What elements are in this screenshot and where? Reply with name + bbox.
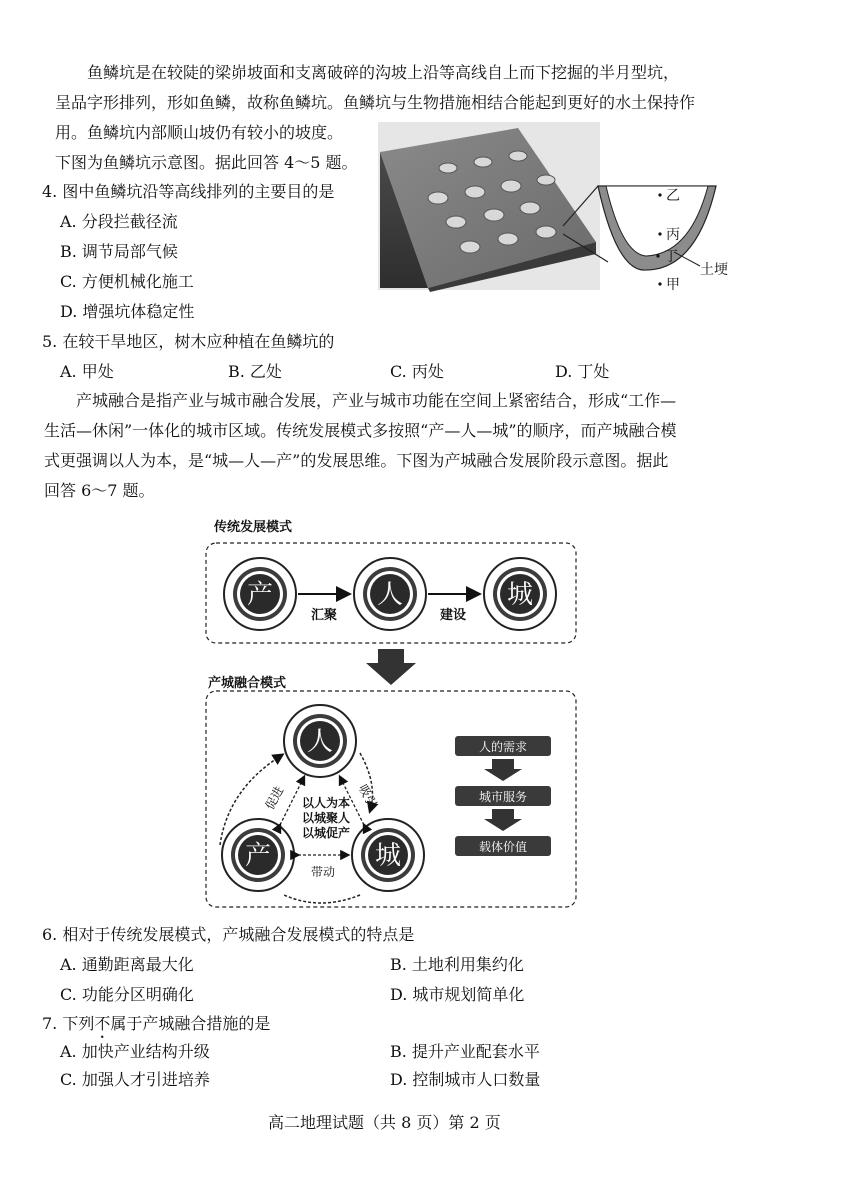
traditional-node-label: 产: [246, 580, 274, 610]
passage-1-line: 下图为鱼鳞坑示意图。据此回答 4～5 题。: [55, 153, 358, 172]
question-4-option-b: B. 调节局部气候: [60, 242, 178, 261]
transition-arrow: [366, 649, 416, 685]
question-6-stem: 6. 相对于传统发展模式，产城融合发展模式的特点是: [42, 925, 415, 944]
fusion-node-chan: [222, 819, 294, 891]
traditional-arrow-label: 汇聚: [310, 608, 338, 623]
fusion-node-cheng: [352, 819, 424, 891]
chain-step: 载体价值: [478, 840, 528, 854]
fusion-node-ren: [284, 705, 356, 777]
question-7-option-c: C. 加强人才引进培养: [60, 1070, 210, 1089]
label-tugeng: 土埂: [700, 262, 728, 278]
question-5-option-b: B. 乙处: [228, 362, 282, 381]
traditional-arrow-label: 建设: [439, 608, 467, 623]
fusion-edge-bottom: 带动: [310, 865, 336, 879]
passage-2-line: 回答 6～7 题。: [44, 481, 155, 500]
question-6-option-b: B. 土地利用集约化: [390, 955, 524, 974]
passage-2-line: 式更强调以人为本，是“城—人—产”的发展思维。下图为产城融合发展阶段示意图。据此: [44, 451, 669, 470]
label-jia: 甲: [666, 277, 680, 293]
passage-2: [44, 386, 677, 506]
question-5-stem: 5. 在较干旱地区，树木应种植在鱼鳞坑的: [42, 332, 335, 351]
question-7-stem-pre: 7. 下列: [42, 1014, 95, 1033]
traditional-node-chan: [224, 558, 296, 630]
industry-city-fusion-figure: [200, 515, 580, 915]
passage-1-line: 呈品字形排列，形如鱼鳞，故称鱼鳞坑。鱼鳞坑与生物措施相结合能起到更好的水土保持作: [55, 93, 696, 112]
chain-step: 城市服务: [478, 790, 528, 804]
label-yi: 乙: [666, 188, 680, 204]
question-4-option-c: C. 方便机械化施工: [60, 272, 194, 291]
question-7-emphasis: 不: [94, 1014, 111, 1033]
traditional-node-label: 城: [506, 580, 534, 610]
fusion-model-title: 产城融合模式: [208, 676, 287, 691]
question-7-stem: [42, 1014, 270, 1042]
question-7-option-a: A. 加快产业结构升级: [60, 1042, 210, 1061]
question-7-stem-post: 属于产城融合措施的是: [110, 1014, 271, 1033]
fusion-center-line: 以城促产: [301, 826, 351, 840]
fish-scale-pit-figure: [378, 122, 750, 297]
passage-2-line: 产城融合是指产业与城市融合发展，产业与城市功能在空间上紧密结合，形成“工作—: [76, 391, 677, 410]
fusion-edge-left: 促进: [262, 784, 287, 813]
fusion-center-line: 以城聚人: [301, 811, 351, 825]
label-bing: 丙: [666, 227, 680, 243]
fusion-node-label: 城: [374, 841, 402, 871]
question-6-option-d: D. 城市规划简单化: [390, 985, 525, 1004]
fusion-node-label: 人: [306, 727, 334, 757]
traditional-node-cheng: [484, 558, 556, 630]
traditional-node-ren: [354, 558, 426, 630]
question-7-option-d: D. 控制城市人口数量: [390, 1070, 541, 1089]
fusion-center-line: 以人为本: [301, 796, 351, 810]
question-5-option-c: C. 丙处: [390, 362, 444, 381]
passage-1-line: 用。鱼鳞坑内部顺山坡仍有较小的坡度。: [55, 123, 344, 142]
traditional-model-title: 传统发展模式: [214, 520, 293, 535]
question-5-option-a: A. 甲处: [60, 362, 114, 381]
question-6-option-c: C. 功能分区明确化: [60, 985, 194, 1004]
question-4-option-d: D. 增强坑体稳定性: [60, 302, 195, 321]
chain-step: 人的需求: [478, 740, 528, 754]
traditional-node-label: 人: [376, 580, 404, 610]
fusion-edge-right: 吸引: [355, 782, 380, 811]
question-7-option-b: B. 提升产业配套水平: [390, 1042, 540, 1061]
question-4-option-a: A. 分段拦截径流: [60, 212, 178, 231]
question-5-option-d: D. 丁处: [555, 362, 610, 381]
passage-2-line: 生活—休闲”一体化的城市区域。传统发展模式多按照“产—人—城”的顺序，而产城融合模: [44, 421, 677, 440]
fusion-node-label: 产: [244, 841, 272, 871]
passage-1-line: 鱼鳞坑是在较陡的梁峁坡面和支离破碎的沟坡上沿等高线自上而下挖掘的半月型坑，: [87, 63, 680, 82]
label-ding: 丁: [664, 249, 678, 265]
question-6-option-a: A. 通勤距离最大化: [60, 955, 194, 974]
question-4-stem: 4. 图中鱼鳞坑沿等高线排列的主要目的是: [42, 182, 335, 201]
page-footer: 高二地理试题（共 8 页）第 2 页: [268, 1113, 501, 1132]
